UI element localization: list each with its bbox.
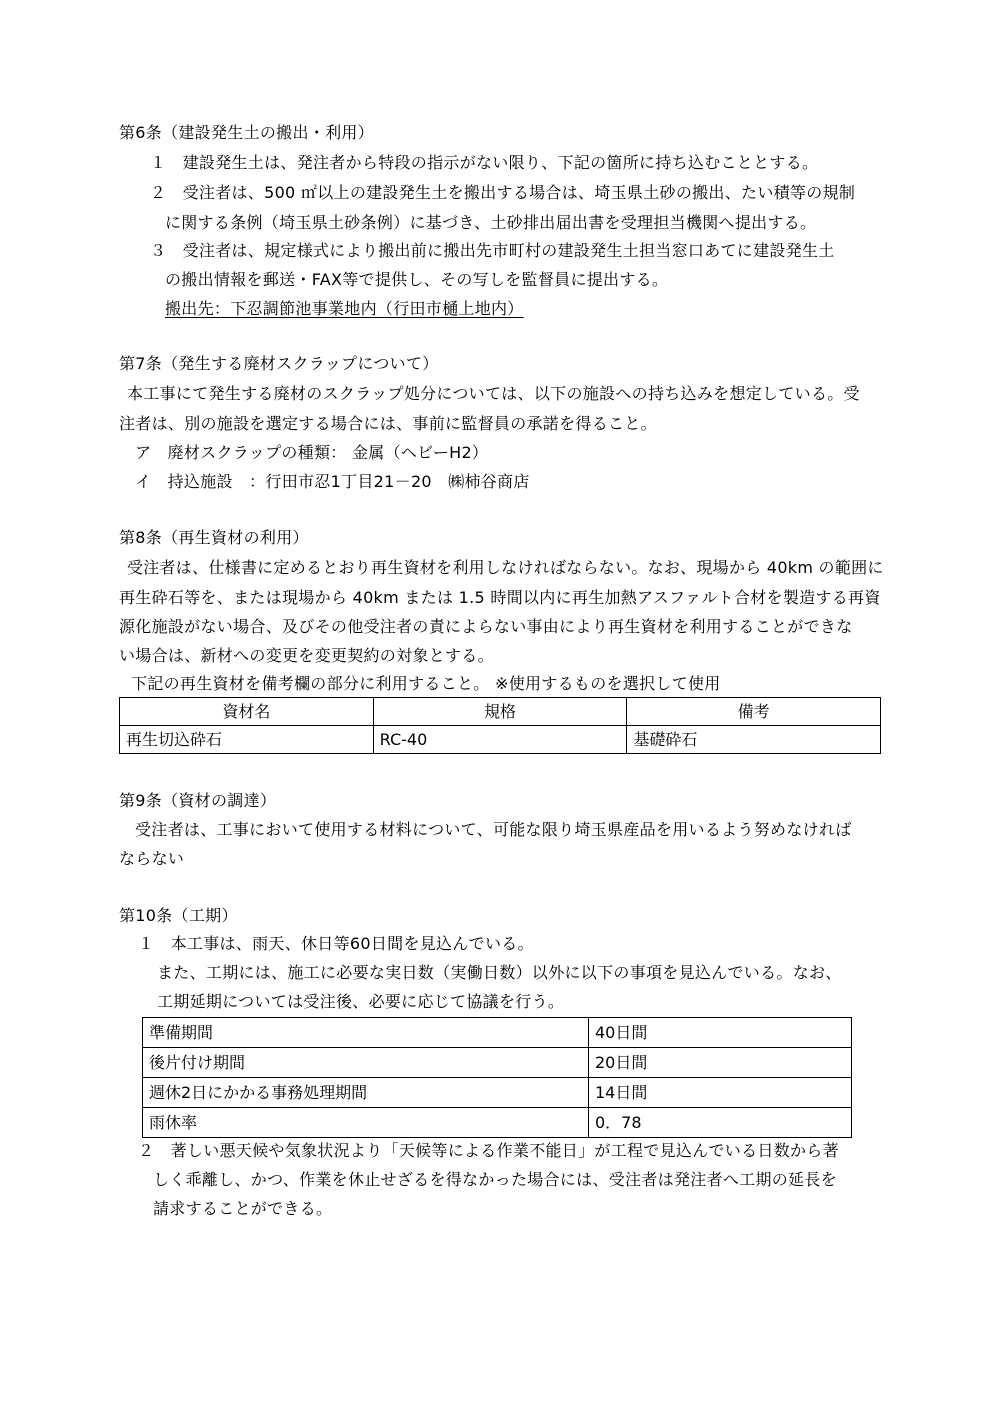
table-header-cell: 資材名	[120, 698, 374, 726]
article-9-line-1: 受注者は、工事において使用する材料について、可能な限り埼玉県産品を用いるよう努めなければ	[135, 820, 852, 839]
article-10-item-2-line-1: ２ 著しい悪天候や気象状況より「天候等による作業不能日」が工程で見込んでいる日数から著	[138, 1141, 839, 1160]
table-cell: 0．78	[589, 1108, 852, 1138]
article-8-line-4: い場合は、新材への変更を変更契約の対象とする。	[119, 646, 494, 665]
article-10-item-1-line-3: 工期延期については受注後、必要に応じて協議を行う。	[157, 992, 565, 1011]
table-cell: 週休2日にかかる事務処理期間	[143, 1078, 589, 1108]
article-8-line-5: 下記の再生資材を備考欄の部分に利用すること。 ※使用するものを選択して使用	[131, 674, 721, 693]
article-8-line-3: 源化施設がない場合、及びその他受注者の責によらない事由により再生資材を利用することができな	[119, 617, 853, 636]
article-7-heading: 第7条（発生する廃材スクラップについて）	[119, 354, 439, 373]
article-9-line-2: ならない	[119, 849, 185, 868]
article-7-line-1: 本工事にて発生する廃材のスクラップ処分については、以下の施設への持ち込みを想定している。受	[127, 384, 860, 403]
soil-destination: 搬出先：下忍調節池事業地内（行田市樋上地内）	[165, 299, 524, 318]
article-7-line-2: 注者は、別の施設を選定する場合には、事前に監督員の承諾を得ること。	[119, 414, 657, 433]
table-cell: 雨休率	[143, 1108, 589, 1138]
construction-period-table	[142, 1017, 852, 1138]
article-10-item-1: １ 本工事は、雨天、休日等60日間を見込んでいる。	[138, 934, 534, 953]
article-9-heading: 第9条（資材の調達）	[119, 791, 277, 810]
scrap-type: ア 廃材スクラップの種類： 金属（ヘビーH2）	[135, 443, 489, 462]
table-row	[143, 1048, 852, 1078]
article-6-item-2-line-1: ２ 受注者は、500 ㎡以上の建設発生土を搬出する場合は、埼玉県土砂の搬出、たい積等の規制	[150, 183, 856, 202]
article-8-heading: 第8条（再生資材の利用）	[119, 528, 309, 547]
article-10-heading: 第10条（工期）	[119, 906, 238, 925]
table-row	[143, 1018, 852, 1048]
table-cell: 40日間	[589, 1018, 852, 1048]
table-cell: 20日間	[589, 1048, 852, 1078]
article-10-item-1-line-2: また、工期には、施工に必要な実日数（実働日数）以外に以下の事項を見込んでいる。なお、	[157, 963, 842, 982]
table-cell: 後片付け期間	[143, 1048, 589, 1078]
article-8-line-1: 受注者は、仕様書に定めるとおり再生資材を利用しなければならない。なお、現場から 40km の範囲に	[127, 558, 884, 577]
table-cell: 再生切込砕石	[120, 726, 374, 754]
table-row	[120, 726, 881, 754]
table-cell: RC-40	[373, 726, 627, 754]
table-row	[143, 1108, 852, 1138]
table-header-cell: 備考	[627, 698, 881, 726]
table-header-row	[120, 698, 881, 726]
table-cell: 基礎砕石	[627, 726, 881, 754]
article-6-item-3-line-1: ３ 受注者は、規定様式により搬出前に搬出先市町村の建設発生土担当窓口あてに建設発生土	[150, 241, 835, 260]
article-6-heading: 第6条（建設発生土の搬出・利用）	[119, 123, 374, 142]
article-10-item-2-line-2: しく乖離し、かつ、作業を休止せざるを得なかった場合には、受注者は発注者へ工期の延長を	[153, 1170, 837, 1189]
article-6-item-3-line-2: の搬出情報を郵送・FAX等で提供し、その写しを監督員に提出する。	[165, 270, 669, 289]
article-10-item-2-line-3: 請求することができる。	[153, 1199, 333, 1218]
table-cell: 準備期間	[143, 1018, 589, 1048]
table-cell: 14日間	[589, 1078, 852, 1108]
article-6-item-1: １ 建設発生土は、発注者から特段の指示がない限り、下記の箇所に持ち込むこととする。	[150, 153, 819, 172]
article-8-line-2: 再生砕石等を、または現場から 40km または 1.5 時間以内に再生加熱アスファルト合材を製造する再資	[119, 588, 881, 607]
recycled-materials-table	[119, 697, 881, 754]
article-6-item-2-line-2: に関する条例（埼玉県土砂条例）に基づき、土砂排出届出書を受理担当機関へ提出する。	[165, 213, 817, 232]
scrap-facility: イ 持込施設 ：行田市忍1丁目21－20 ㈱柿谷商店	[135, 472, 530, 491]
table-row	[143, 1078, 852, 1108]
table-header-cell: 規格	[373, 698, 627, 726]
